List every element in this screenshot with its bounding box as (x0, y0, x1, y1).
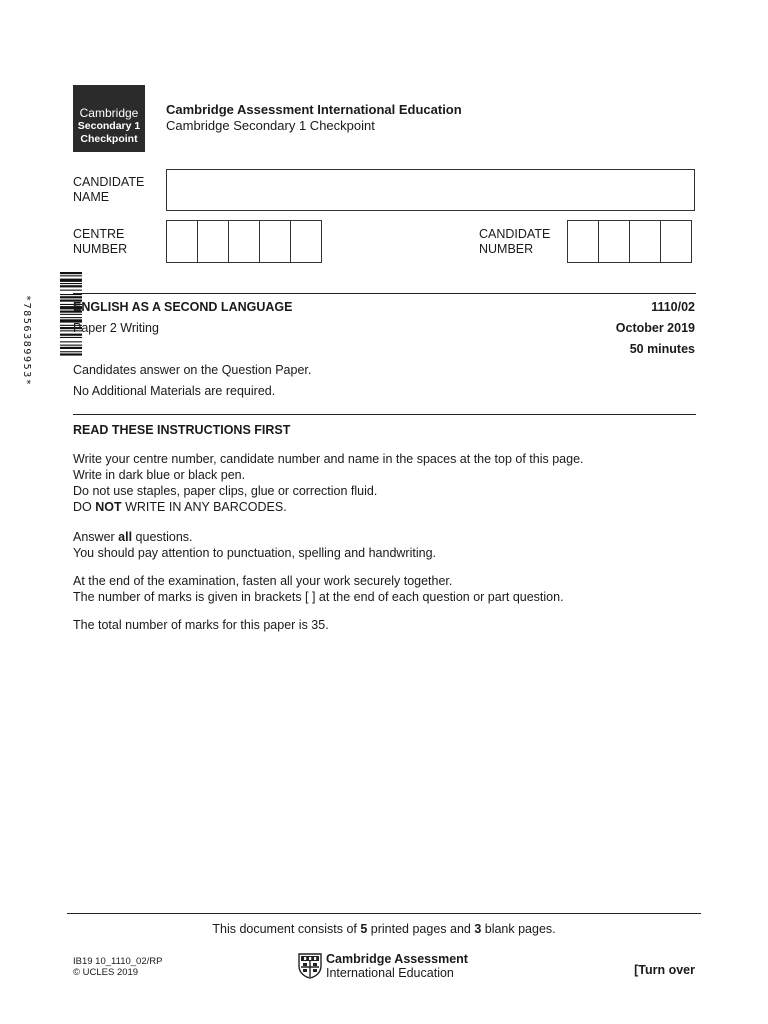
paper-code: 1110/02 (651, 300, 695, 314)
instruction-line (73, 499, 584, 515)
logo-line-2: Secondary 1 (77, 120, 141, 132)
candidate-name-label (73, 175, 144, 205)
exam-duration: 50 minutes (629, 342, 695, 356)
candidate-name-label-line-1: CANDIDATE (73, 175, 145, 189)
centre-number-label-line-1: CENTRE (73, 227, 125, 241)
page-count-text: This document consists of (212, 922, 361, 936)
instruction-text: Answer (73, 530, 119, 544)
centre-number-label-line-2: NUMBER (73, 242, 128, 256)
candidate-number-box[interactable] (660, 220, 692, 263)
candidate-number-label (479, 227, 550, 257)
barcode-digits: *7856389953* (21, 295, 32, 387)
centre-number-box[interactable] (259, 220, 291, 263)
instructions-paragraph-3 (73, 573, 564, 605)
paper-name: Paper 2 Writing (73, 321, 159, 335)
divider-footer (67, 913, 701, 914)
centre-number-box[interactable] (228, 220, 260, 263)
instruction-text: DO (73, 500, 96, 514)
page-count-text: printed pages and (367, 922, 475, 936)
centre-number-box[interactable] (166, 220, 198, 263)
instruction-emphasis: NOT (95, 500, 122, 514)
instructions-paragraph-1 (73, 451, 584, 515)
centre-number-label (73, 227, 127, 257)
candidate-number-box[interactable] (567, 220, 599, 263)
divider-middle (73, 414, 696, 415)
instruction-emphasis: all (118, 530, 133, 544)
barcode (20, 272, 62, 410)
organisation-name: Cambridge Assessment International Education (166, 102, 462, 117)
instruction-line (73, 529, 436, 545)
subject-title: ENGLISH AS A SECOND LANGUAGE (73, 300, 293, 314)
printed-pages-count: 5 (360, 922, 368, 936)
instruction-line: Do not use staples, paper clips, glue or correction fluid. (73, 484, 378, 498)
instructions-heading: READ THESE INSTRUCTIONS FIRST (73, 423, 291, 437)
brand-line-1: Cambridge Assessment (326, 952, 468, 966)
cambridge-footer-logo (298, 952, 468, 980)
page-count-text: blank pages. (481, 922, 556, 936)
instruction-line: Write your centre number, candidate number and name in the spaces at the top of this page. (73, 452, 584, 466)
reference-code: IB19 10_1110_02/RP (73, 956, 163, 967)
exam-name: Cambridge Secondary 1 Checkpoint (166, 118, 375, 133)
candidate-number-boxes[interactable] (567, 220, 692, 263)
materials-note: No Additional Materials are required. (73, 384, 276, 398)
candidate-name-label-line-2: NAME (73, 190, 110, 204)
footer-brand-text (326, 952, 468, 980)
instruction-line: At the end of the examination, fasten all your work securely together. (73, 574, 453, 588)
candidate-number-box[interactable] (598, 220, 630, 263)
divider-top (73, 293, 696, 294)
candidate-number-label-line-2: NUMBER (479, 242, 534, 256)
turn-over-label: [Turn over (634, 963, 695, 977)
instruction-line: The number of marks is given in brackets [ ] at the end of each question or part question. (73, 590, 564, 604)
cambridge-checkpoint-logo (73, 85, 145, 152)
footer-reference (73, 956, 162, 978)
candidate-number-label-line-1: CANDIDATE (479, 227, 551, 241)
instruction-text: questions. (132, 530, 193, 544)
copyright-notice: © UCLES 2019 (73, 967, 139, 978)
exam-session: October 2019 (615, 321, 695, 335)
centre-number-box[interactable] (290, 220, 322, 263)
candidate-number-box[interactable] (629, 220, 661, 263)
instruction-line: You should pay attention to punctuation, spelling and handwriting. (73, 546, 437, 560)
logo-line-1: Cambridge (79, 106, 139, 120)
brand-line-2: International Education (326, 966, 454, 980)
instructions-paragraph-2 (73, 529, 436, 561)
centre-number-box[interactable] (197, 220, 229, 263)
instruction-text: WRITE IN ANY BARCODES. (121, 500, 287, 514)
page-count-note (0, 921, 768, 937)
logo-line-3: Checkpoint (80, 133, 138, 145)
cambridge-shield-icon (298, 953, 322, 979)
total-marks-note: The total number of marks for this paper is 35. (73, 618, 329, 632)
answer-note: Candidates answer on the Question Paper. (73, 363, 312, 377)
centre-number-boxes[interactable] (166, 220, 322, 263)
blank-pages-count: 3 (474, 922, 482, 936)
candidate-name-field[interactable] (166, 169, 695, 211)
instruction-line: Write in dark blue or black pen. (73, 468, 246, 482)
